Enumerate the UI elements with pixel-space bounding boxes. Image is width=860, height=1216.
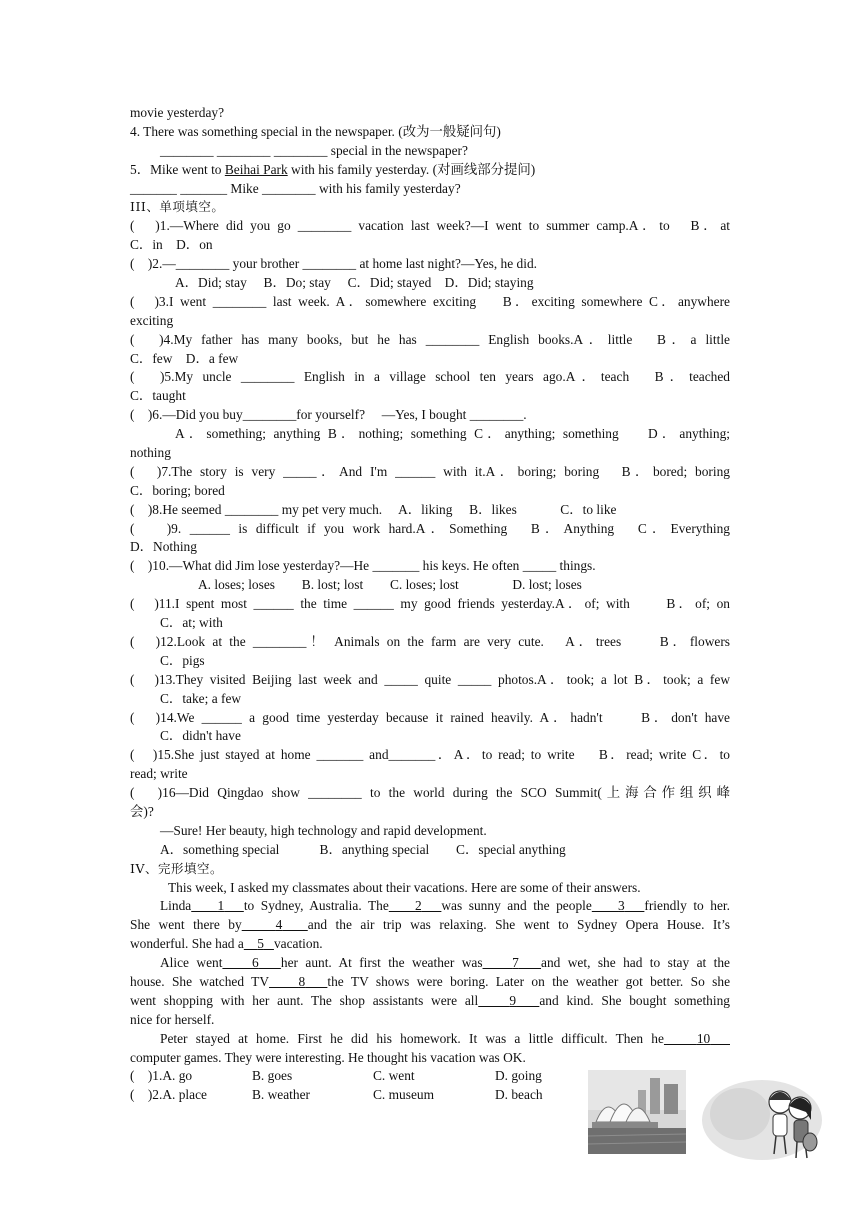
choice-line: A．something special B．anything special C．special anything [160, 841, 566, 857]
choice-line: C．in D．on [130, 237, 213, 253]
choice-line: nothing [130, 445, 171, 461]
choice-line: ( )10.—What did Jim lose yesterday?—He _______ his keys. He often _____ things. [130, 558, 596, 574]
option-text: C. museum [373, 1087, 435, 1103]
text-line: movie yesterday? [130, 105, 225, 120]
cloze-passage [130, 897, 730, 1067]
choice-line: —Sure! Her beauty, high technology and rapid development. [160, 822, 487, 838]
question-5-blank: _______ _______ Mike ________ with his family yesterday? [130, 180, 461, 196]
choice-line: 会)? [130, 803, 154, 819]
choice-line: ( )12.Look at the ________！ Animals on the farm are very cute. A．trees B．flowers [130, 633, 730, 649]
cloze-text: her aunt. At first the weather was [280, 955, 483, 971]
sydney-opera-house-picture [588, 1070, 686, 1154]
section-4-heading: IV、完形填空。 [130, 860, 223, 876]
cloze-line [130, 954, 730, 973]
choice-line: ( )16—Did Qingdao show ________ to the world during the SCO Summit(上海合作组织峰 [130, 785, 730, 801]
cloze-blank: 3 [618, 898, 625, 914]
cloze-text: Linda [160, 898, 192, 914]
choice-line: C．take; a few [160, 690, 242, 706]
cloze-line [130, 1011, 730, 1030]
cloze-blank: 9 [509, 992, 517, 1008]
cloze-text: Alice went [160, 955, 223, 971]
section-3-heading: III、单项填空。 [130, 199, 225, 215]
choice-line: ( )6.—Did you buy________for yourself? —Yes, I bought ________. [130, 407, 527, 423]
cloze-text: computer games. They were interesting. He thought his vacation was OK. [130, 1049, 526, 1065]
choice-line: ( )3.I went ________ last week. A．somewhere exciting B．exciting somewhere C．anywhere [130, 293, 730, 309]
cloze-intro: This week, I asked my classmates about their vacations. Here are some of their answers. [168, 879, 641, 895]
choice-line: ( )11.I spent most ______ the time ______ my good friends yesterday.A．of; with B．of; on [130, 596, 730, 612]
cloze-text: She went there by [130, 917, 242, 933]
cloze-line [130, 1049, 730, 1068]
choice-line: C．boring; bored [130, 482, 225, 498]
cloze-blank: 6 [252, 955, 259, 971]
choice-line: read; write [130, 766, 188, 782]
choice-line: D．Nothing [130, 539, 197, 555]
cloze-blank: 2 [415, 898, 422, 914]
cloze-line [130, 992, 730, 1011]
option-text: B. weather [252, 1087, 311, 1103]
cloze-text: Peter stayed at home. First he did his homework. It was a little difficult. Then he [160, 1030, 664, 1046]
question-5: 5．Mike went to Beihai Park with his family yesterday. (对画线部分提问) [130, 161, 536, 177]
choice-line: A．Did; stay B．Do; stay C．Did; stayed D．Did; staying [175, 275, 534, 291]
cloze-line [130, 916, 730, 935]
choice-line: ( )8.He seemed ________ my pet very much. A．liking B．likes C．to like [130, 501, 617, 517]
cloze-blank: 4 [275, 917, 283, 933]
choice-line: ( )14.We ______ a good time yesterday because it rained heavily. A．hadn't B．don't have [130, 709, 730, 725]
cloze-text: nice for herself. [130, 1011, 215, 1027]
cloze-text: went shopping with her aunt. The shop assistants were all [130, 992, 479, 1008]
choice-line: ( )2.—________ your brother ________ at home last night?—Yes, he did. [130, 256, 538, 272]
cloze-text: and wet, she had to stay at the [541, 955, 730, 971]
choice-line: exciting [130, 312, 174, 328]
option-text: ( )2.A. place [130, 1087, 207, 1103]
option-text: C. went [373, 1068, 415, 1084]
choice-line: C．at; with [160, 615, 223, 631]
choice-line: ( )1.—Where did you go ________ vacation last week?—I went to summer camp.A．to B．at [130, 218, 730, 234]
cloze-text: vacation. [273, 936, 323, 952]
cloze-blank: 10 [696, 1030, 711, 1046]
underlined-phrase: Beihai Park [224, 161, 288, 177]
choice-line: C．taught [130, 388, 186, 404]
cloze-line [130, 973, 730, 992]
choice-line: ( )5.My uncle ________ English in a village school ten years ago.A．teach B．teached [130, 369, 730, 385]
cloze-blank: 8 [298, 973, 306, 989]
cloze-line [130, 935, 730, 954]
choice-line: ( )9. ______ is difficult if you work hard.A．Something B．Anything C．Everything [130, 520, 730, 536]
option-text: D. going [495, 1068, 542, 1084]
cloze-text: wonderful. She had a [130, 936, 244, 952]
girls-illustration [700, 1062, 830, 1170]
cloze-blank: 7 [512, 955, 519, 971]
choice-line: ( )7.The story is very _____．And I'm ______ with it.A．boring; boring B．bored; boring [130, 463, 730, 479]
cloze-text: friendly to her. [644, 898, 730, 914]
cloze-text: the TV shows were boring. Later on the weather got better. So she [327, 973, 730, 989]
question-4: 4. There was something special in the newspaper. (改为一般疑问句) [130, 123, 501, 139]
choice-line: C．pigs [160, 652, 205, 668]
cloze-line [130, 897, 730, 916]
choice-line: ( )4.My father has many books, but he has ________ English books.A．little B．a little [130, 331, 730, 347]
cloze-blank: 5 [257, 936, 264, 952]
cloze-text: was sunny and the people [441, 898, 592, 914]
cloze-text: and kind. She bought something [539, 992, 730, 1008]
cloze-text: to Sydney, Australia. The [243, 898, 389, 914]
choice-line: ( )15.She just stayed at home _______ and_______．A．to read; to write B．read; write C．to [130, 747, 730, 763]
question-4-blank: ________ ________ ________ special in the newspaper? [160, 142, 468, 158]
cloze-text: house. She watched TV [130, 973, 270, 989]
choice-line: A. loses; loses B. lost; lost C. loses; lost D. lost; loses [198, 577, 582, 593]
cloze-blank: 1 [217, 898, 225, 914]
choice-line: C．few D．a few [130, 350, 239, 366]
multiple-choice-list [130, 217, 730, 859]
option-text: ( )1.A. go [130, 1068, 193, 1084]
option-text: D. beach [495, 1087, 543, 1103]
worksheet-page [130, 104, 730, 1105]
cloze-line [130, 1030, 730, 1049]
choice-line: A．something; anything B．nothing; something C．anything; something D．anything; [175, 426, 730, 442]
option-text: B. goes [252, 1068, 293, 1084]
cloze-text: and the air trip was relaxing. She went to Sydney Opera House. It’s [307, 917, 730, 933]
choice-line: ( )13.They visited Beijing last week and _____ quite _____ photos.A．took; a lot B．took; a few [130, 671, 730, 687]
choice-line: C．didn't have [160, 728, 241, 744]
